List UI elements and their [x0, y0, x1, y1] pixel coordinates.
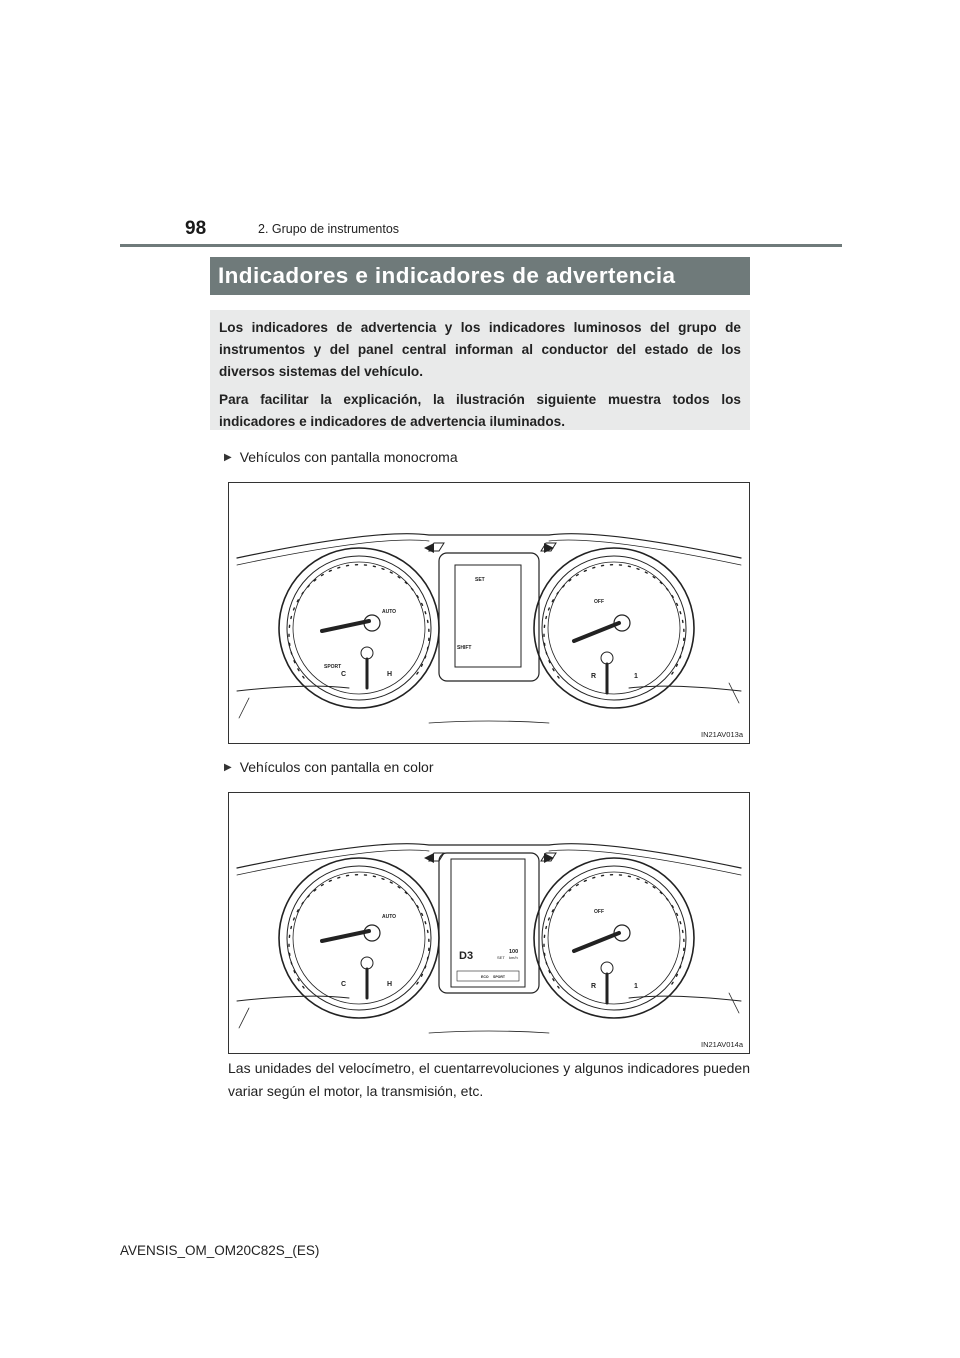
gauge-c-label: C: [341, 981, 347, 988]
triangle-bullet-icon: ▶: [224, 761, 232, 773]
section-title: 2. Grupo de instrumentos: [258, 222, 400, 236]
figure-code: IN21AV014a: [701, 1040, 743, 1049]
display-shift-label: SHIFT: [457, 645, 472, 651]
gauge-1-label: 1: [634, 673, 638, 680]
gauge-auto-label: AUTO: [382, 914, 397, 920]
intro-box: [210, 310, 750, 430]
gauge-r-label: R: [591, 983, 597, 990]
display-set-label: SET: [475, 577, 485, 583]
figure-caption-color: [224, 759, 434, 775]
gauge-off-label: OFF: [594, 599, 604, 605]
display-gear-label: D3: [459, 950, 474, 962]
figure-code: IN21AV013a: [701, 730, 743, 739]
caption-text: Vehículos con pantalla monocroma: [239, 449, 458, 465]
figure-caption-monochrome: [224, 449, 458, 465]
display-unit-label: km/h: [509, 955, 518, 960]
figure-cluster-monochrome: [228, 482, 750, 744]
display-set-label: SET: [497, 955, 505, 960]
intro-paragraph-1: Los indicadores de advertencia y los indicadores luminosos del grupo de instrumentos y del panel central informan al conductor del estado de los diversos sistemas del vehículo.: [219, 320, 741, 379]
gauge-c-label: C: [341, 671, 347, 678]
gauge-sport-label: SPORT: [324, 664, 342, 670]
gauge-off-label: OFF: [594, 909, 604, 915]
gauge-1-label: 1: [634, 983, 638, 990]
instrument-cluster-illustration-monochrome: [229, 483, 749, 743]
header-rule: [120, 244, 842, 247]
intro-paragraph-2: Para facilitar la explicación, la ilustración siguiente muestra todos los indicadores e indicadores de advertencia iluminados.: [219, 392, 741, 429]
document-id: AVENSIS_OM_OM20C82S_(ES): [120, 1243, 320, 1258]
page-number: 98: [185, 218, 207, 239]
figure-cluster-color: [228, 792, 750, 1054]
display-sport-label: SPORT: [493, 975, 506, 979]
gauge-h-label: H: [387, 671, 393, 678]
display-eco-label: ECO: [481, 975, 489, 979]
gauge-h-label: H: [387, 981, 393, 988]
gauge-auto-label: AUTO: [382, 609, 397, 615]
triangle-bullet-icon: ▶: [224, 451, 232, 463]
display-speed-label: 100: [509, 949, 519, 955]
footer-note: Las unidades del velocímetro, el cuentarrevoluciones y algunos indicadores pueden variar según el motor, la transmisión, etc.: [228, 1060, 750, 1099]
instrument-cluster-illustration-color: [229, 793, 749, 1053]
page-title: Indicadores e indicadores de advertencia: [210, 257, 750, 295]
gauge-r-label: R: [591, 673, 597, 680]
caption-text: Vehículos con pantalla en color: [239, 759, 434, 775]
